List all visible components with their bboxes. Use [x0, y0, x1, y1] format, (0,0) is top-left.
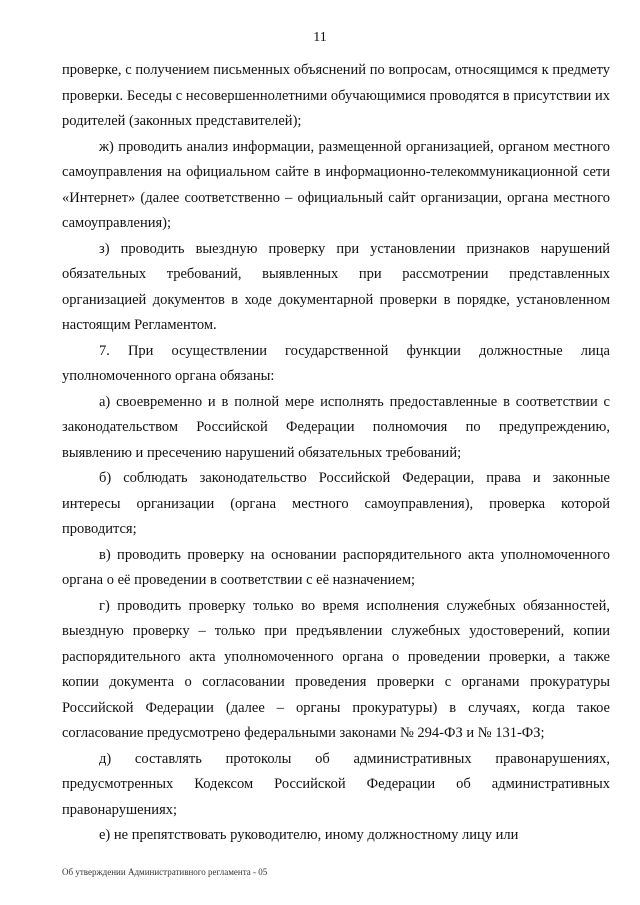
paragraph-item-d: д) составлять протоколы об административных правонарушениях, предусмотренных Кодексом Российской Федерации об административных правонарушениях;	[62, 750, 610, 818]
page-footer: Об утверждении Административного регламента - 05	[62, 867, 268, 877]
paragraph-item-zh: ж) проводить анализ информации, размещенной организацией, органом местного самоуправления на официальном сайте в информационно-телекоммуникационной сети «Интернет» (далее соответственно – официальный сайт организации, органа местного самоуправления);	[62, 138, 610, 231]
paragraph-continuation: проверке, с получением письменных объяснений по вопросам, относящимся к предмету проверки. Беседы с несовершеннолетними обучающимися проводятся в присутствии их родителей (законных представителей);	[62, 62, 610, 129]
paragraph-item-z: з) проводить выездную проверку при установлении признаков нарушений обязательных требований, выявленных при рассмотрении представленных организацией документов в ходе документарной проверки в порядке, установленном настоящим Регламентом.	[62, 240, 610, 333]
paragraph-item-b: б) соблюдать законодательство Российской Федерации, права и законные интересы организации (органа местного самоуправления), проверка которой проводится;	[62, 470, 610, 537]
page-number: 11	[313, 30, 327, 45]
paragraph-item-a: а) своевременно и в полной мере исполнять предоставленные в соответствии с законодательством Российской Федерации полномочия по предупреждению, выявлению и пресечению нарушений обязательных требований;	[62, 393, 610, 461]
paragraph-section-7: 7. При осуществлении государственной функции должностные лица уполномоченного органа обязаны:	[62, 342, 610, 384]
paragraph-item-v: в) проводить проверку на основании распорядительного акта уполномоченного органа о её проведении в соответствии с её назначением;	[62, 546, 610, 588]
paragraph-item-g: г) проводить проверку только во время исполнения служебных обязанностей, выездную проверку – только при предъявлении служебных удостоверений, копии распорядительного акта уполномоченного органа о проведении проверки, а также копии документа о согласовании проведения проверки с органами прокуратуры Российской Федерации (далее – органы прокуратуры) в случаях, когда такое согласование предусмотрено федеральными законами № 294-ФЗ и № 131-ФЗ;	[62, 597, 610, 741]
paragraph-item-e: е) не препятствовать руководителю, иному должностному лицу или	[99, 827, 519, 843]
body-text	[62, 58, 610, 849]
